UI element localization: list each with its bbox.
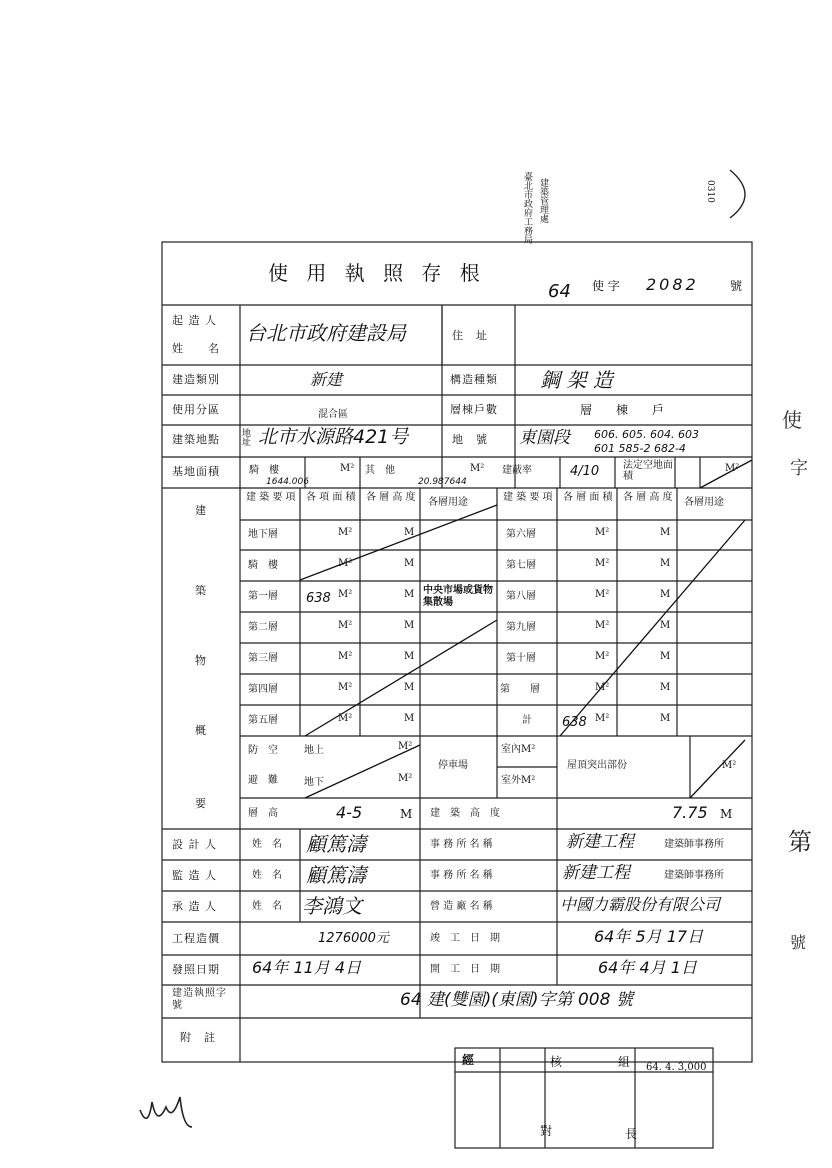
- unit-m-6: M: [404, 682, 415, 693]
- unit-m-4: M: [404, 620, 415, 631]
- supervisor-office-label: 事 務 所 名 稱: [430, 870, 493, 881]
- header-right-1: 建 築 要 項: [503, 492, 553, 503]
- first-floor-area: 638: [306, 591, 331, 606]
- designer-suffix: 建築師事務所: [664, 839, 724, 850]
- unit-r-m2-5: M²: [595, 651, 610, 662]
- row-left-5: 第三層: [248, 653, 278, 664]
- floor-height-label: 層 高: [248, 808, 278, 819]
- supervisor-label: 監 造 人: [172, 869, 217, 882]
- owner-label-a: 起 造 人: [172, 314, 217, 327]
- unit-m2-4: M²: [338, 620, 353, 631]
- area-label: 基地面積: [172, 465, 220, 478]
- parking-label: 停車場: [438, 760, 468, 771]
- unit-m-3: M: [404, 589, 415, 600]
- header-left-3: 各 層 高 度: [366, 492, 416, 503]
- shelter-label-b: 避 難: [248, 775, 278, 786]
- row-right-7: 計: [522, 715, 532, 726]
- unit-r-m2-1: M²: [595, 527, 610, 538]
- shelter-above: 地上: [304, 745, 324, 756]
- unit-m-7: M: [404, 713, 415, 724]
- stamp-cell-a: 經: [462, 1053, 475, 1067]
- issue-label: 發照日期: [172, 963, 220, 976]
- unit-r-m-5: M: [660, 651, 671, 662]
- unit-r-m2-7: M²: [595, 713, 610, 724]
- stamp-cell-d: 長: [625, 1127, 638, 1141]
- structure-value: 鋼 架 造: [540, 368, 613, 392]
- use-stamp: 中央市場或貨物集散場: [423, 585, 493, 608]
- stamp-cell-c: 組: [618, 1055, 631, 1069]
- unit-m2-3: M²: [338, 589, 353, 600]
- margin-char-1: 使: [782, 408, 802, 432]
- unit-r-m2-3: M²: [595, 589, 610, 600]
- top-stamp-3: 0310: [705, 180, 715, 203]
- unit-r-m-2: M: [660, 558, 671, 569]
- open-space-label: 法定空地面積: [623, 460, 673, 482]
- unit-r-m2-2: M²: [595, 558, 610, 569]
- floors-units-value: 層 棟 戶: [580, 403, 665, 417]
- contractor-name: 李鴻文: [302, 894, 362, 918]
- zoning-label: 使用分區: [172, 403, 220, 416]
- shelter-below: 地下: [304, 777, 324, 788]
- contractor-name-label: 姓 名: [252, 901, 282, 912]
- unit-m2-1: M²: [338, 527, 353, 538]
- parking-indoor: 室內M²: [501, 744, 536, 755]
- signature-scribble: [140, 1097, 192, 1127]
- other-label: 其 他: [365, 465, 395, 476]
- permit-label: 建造執照字號: [172, 988, 227, 1011]
- unit-m-1: M: [404, 527, 415, 538]
- site-label: 建築地點: [172, 433, 220, 446]
- contractor-label: 承 造 人: [172, 900, 217, 913]
- margin-char-4: 號: [790, 933, 807, 952]
- row-right-6: 第 層: [500, 684, 540, 695]
- start-label: 開 工 日 期: [430, 964, 500, 975]
- coverage-value: 4/10: [570, 464, 600, 479]
- cost-label: 工程造價: [172, 932, 220, 945]
- permit-word: 使 字: [592, 279, 620, 293]
- permit-suffix: 號: [730, 279, 743, 293]
- side-label-4: 概: [195, 724, 207, 737]
- header-right-4: 各層用途: [684, 497, 724, 508]
- row-right-5: 第十層: [506, 653, 536, 664]
- arcade-label: 騎 樓: [249, 465, 279, 476]
- header-left-2: 各 項 面 積: [306, 492, 356, 503]
- unit-r-m-7: M: [660, 713, 671, 724]
- structure-label: 構造種類: [450, 373, 498, 386]
- unit-r-m-4: M: [660, 620, 671, 631]
- row-right-4: 第九層: [506, 622, 536, 633]
- building-height-label: 建 築 高 度: [430, 808, 500, 819]
- designer-office-label: 事 務 所 名 稱: [430, 839, 493, 850]
- arcade-value: 1644.006: [266, 477, 309, 487]
- shelter-below-unit: M²: [398, 773, 413, 784]
- coverage-label: 建蔽率: [502, 465, 532, 476]
- supervisor-name: 顧篤濤: [306, 863, 366, 887]
- top-stamp-1: 臺北市政府工務局: [522, 172, 532, 244]
- contractor-firm: 中國力霸股份有限公司: [560, 895, 721, 914]
- building-height-value: 7.75: [672, 803, 708, 822]
- lot-label: 地 號: [452, 433, 488, 446]
- permit-year: 64: [548, 281, 571, 302]
- parking-outdoor: 室外M²: [501, 775, 536, 786]
- row-left-3: 第一層: [248, 591, 278, 602]
- unit-r-m2-4: M²: [595, 620, 610, 631]
- print-code: 64. 4. 3,000: [646, 1062, 707, 1073]
- unit-m-2: M: [404, 558, 415, 569]
- site-lots-2: 601 585-2 682-4: [594, 442, 686, 455]
- roof-unit: M²: [722, 760, 737, 771]
- shelter-label-a: 防 空: [248, 745, 278, 756]
- unit-m2-2: M²: [338, 558, 353, 569]
- address-label: 住 址: [452, 329, 488, 342]
- side-label-1: 建: [195, 504, 207, 517]
- building-height-unit: M: [720, 807, 733, 821]
- arcade-unit: M²: [340, 463, 355, 474]
- header-right-3: 各 層 高 度: [623, 492, 673, 503]
- cost-value: 1276000元: [318, 931, 389, 946]
- site-prefix: 地址: [242, 429, 252, 448]
- unit-m-5: M: [404, 651, 415, 662]
- unit-m2-5: M²: [338, 651, 353, 662]
- open-space-unit: M²: [725, 463, 740, 474]
- total-area: 638: [562, 715, 587, 730]
- unit-m2-6: M²: [338, 682, 353, 693]
- owner-label-b: 姓 名: [172, 342, 220, 355]
- unit-r-m-6: M: [660, 682, 671, 693]
- row-right-2: 第七層: [506, 560, 536, 571]
- top-stamp-2: 建築管理處: [538, 178, 548, 223]
- stamp-cell-e: 對: [540, 1124, 553, 1138]
- shelter-above-unit: M²: [398, 741, 413, 752]
- designer-name-label: 姓 名: [252, 839, 282, 850]
- zoning-value: 混合區: [318, 409, 348, 420]
- completion-date: 64年 5月 17日: [594, 927, 704, 946]
- site-address: 北市水源路421号: [258, 426, 409, 448]
- side-label-3: 物: [195, 654, 207, 667]
- supervisor-suffix: 建築師事務所: [664, 870, 724, 881]
- completion-label: 竣 工 日 期: [430, 933, 500, 944]
- margin-char-2: 字: [790, 458, 808, 479]
- permit-number: 2082: [646, 275, 699, 294]
- header-left-4: 各層用途: [428, 497, 468, 508]
- unit-r-m2-6: M²: [595, 682, 610, 693]
- row-right-3: 第八層: [506, 591, 536, 602]
- form-title: 使 用 執 照 存 根: [268, 261, 486, 285]
- side-label-2: 築: [195, 584, 207, 597]
- unit-r-m-1: M: [660, 527, 671, 538]
- stamp-cell-b: 核: [550, 1055, 563, 1069]
- building-type-value: 新建: [310, 370, 343, 389]
- row-left-7: 第五層: [248, 715, 278, 726]
- side-label-5: 要: [195, 797, 207, 810]
- floors-units-label: 層棟戶數: [450, 403, 498, 416]
- header-right-2: 各 層 面 積: [563, 492, 613, 503]
- other-unit: M²: [470, 463, 485, 474]
- row-right-1: 第六層: [506, 529, 536, 540]
- owner-name: 台北市政府建設局: [246, 321, 406, 345]
- unit-m2-7: M²: [338, 713, 353, 724]
- permit-value: 64 建(雙園)(東園)字第 008 號: [400, 990, 633, 1010]
- contractor-firm-label: 營 造 廠 名 稱: [430, 901, 493, 912]
- site-lots-1: 606. 605. 604. 603: [594, 428, 699, 441]
- designer-name: 顧篤濤: [306, 832, 366, 856]
- designer-label: 設 計 人: [172, 838, 217, 851]
- supervisor-office: 新建工程: [562, 863, 630, 883]
- issue-date: 64年 11月 4日: [252, 958, 362, 977]
- building-type-label: 建造類別: [172, 373, 220, 386]
- unit-r-m-3: M: [660, 589, 671, 600]
- supervisor-name-label: 姓 名: [252, 870, 282, 881]
- start-date: 64年 4月 1日: [598, 958, 697, 977]
- margin-char-3: 第: [788, 828, 812, 856]
- row-left-2: 騎 樓: [248, 560, 278, 571]
- floor-height-value: 4-5: [336, 803, 363, 822]
- note-label: 附 註: [180, 1031, 216, 1044]
- header-left-1: 建 築 要 項: [246, 492, 296, 503]
- row-left-4: 第二層: [248, 622, 278, 633]
- site-section: 東園段: [519, 428, 570, 448]
- row-left-1: 地下層: [248, 529, 278, 540]
- other-value: 20.987644: [418, 477, 467, 487]
- row-left-6: 第四層: [248, 684, 278, 695]
- floor-height-unit: M: [400, 807, 413, 821]
- roof-label: 屋頂突出部份: [567, 760, 627, 771]
- designer-office: 新建工程: [566, 832, 634, 852]
